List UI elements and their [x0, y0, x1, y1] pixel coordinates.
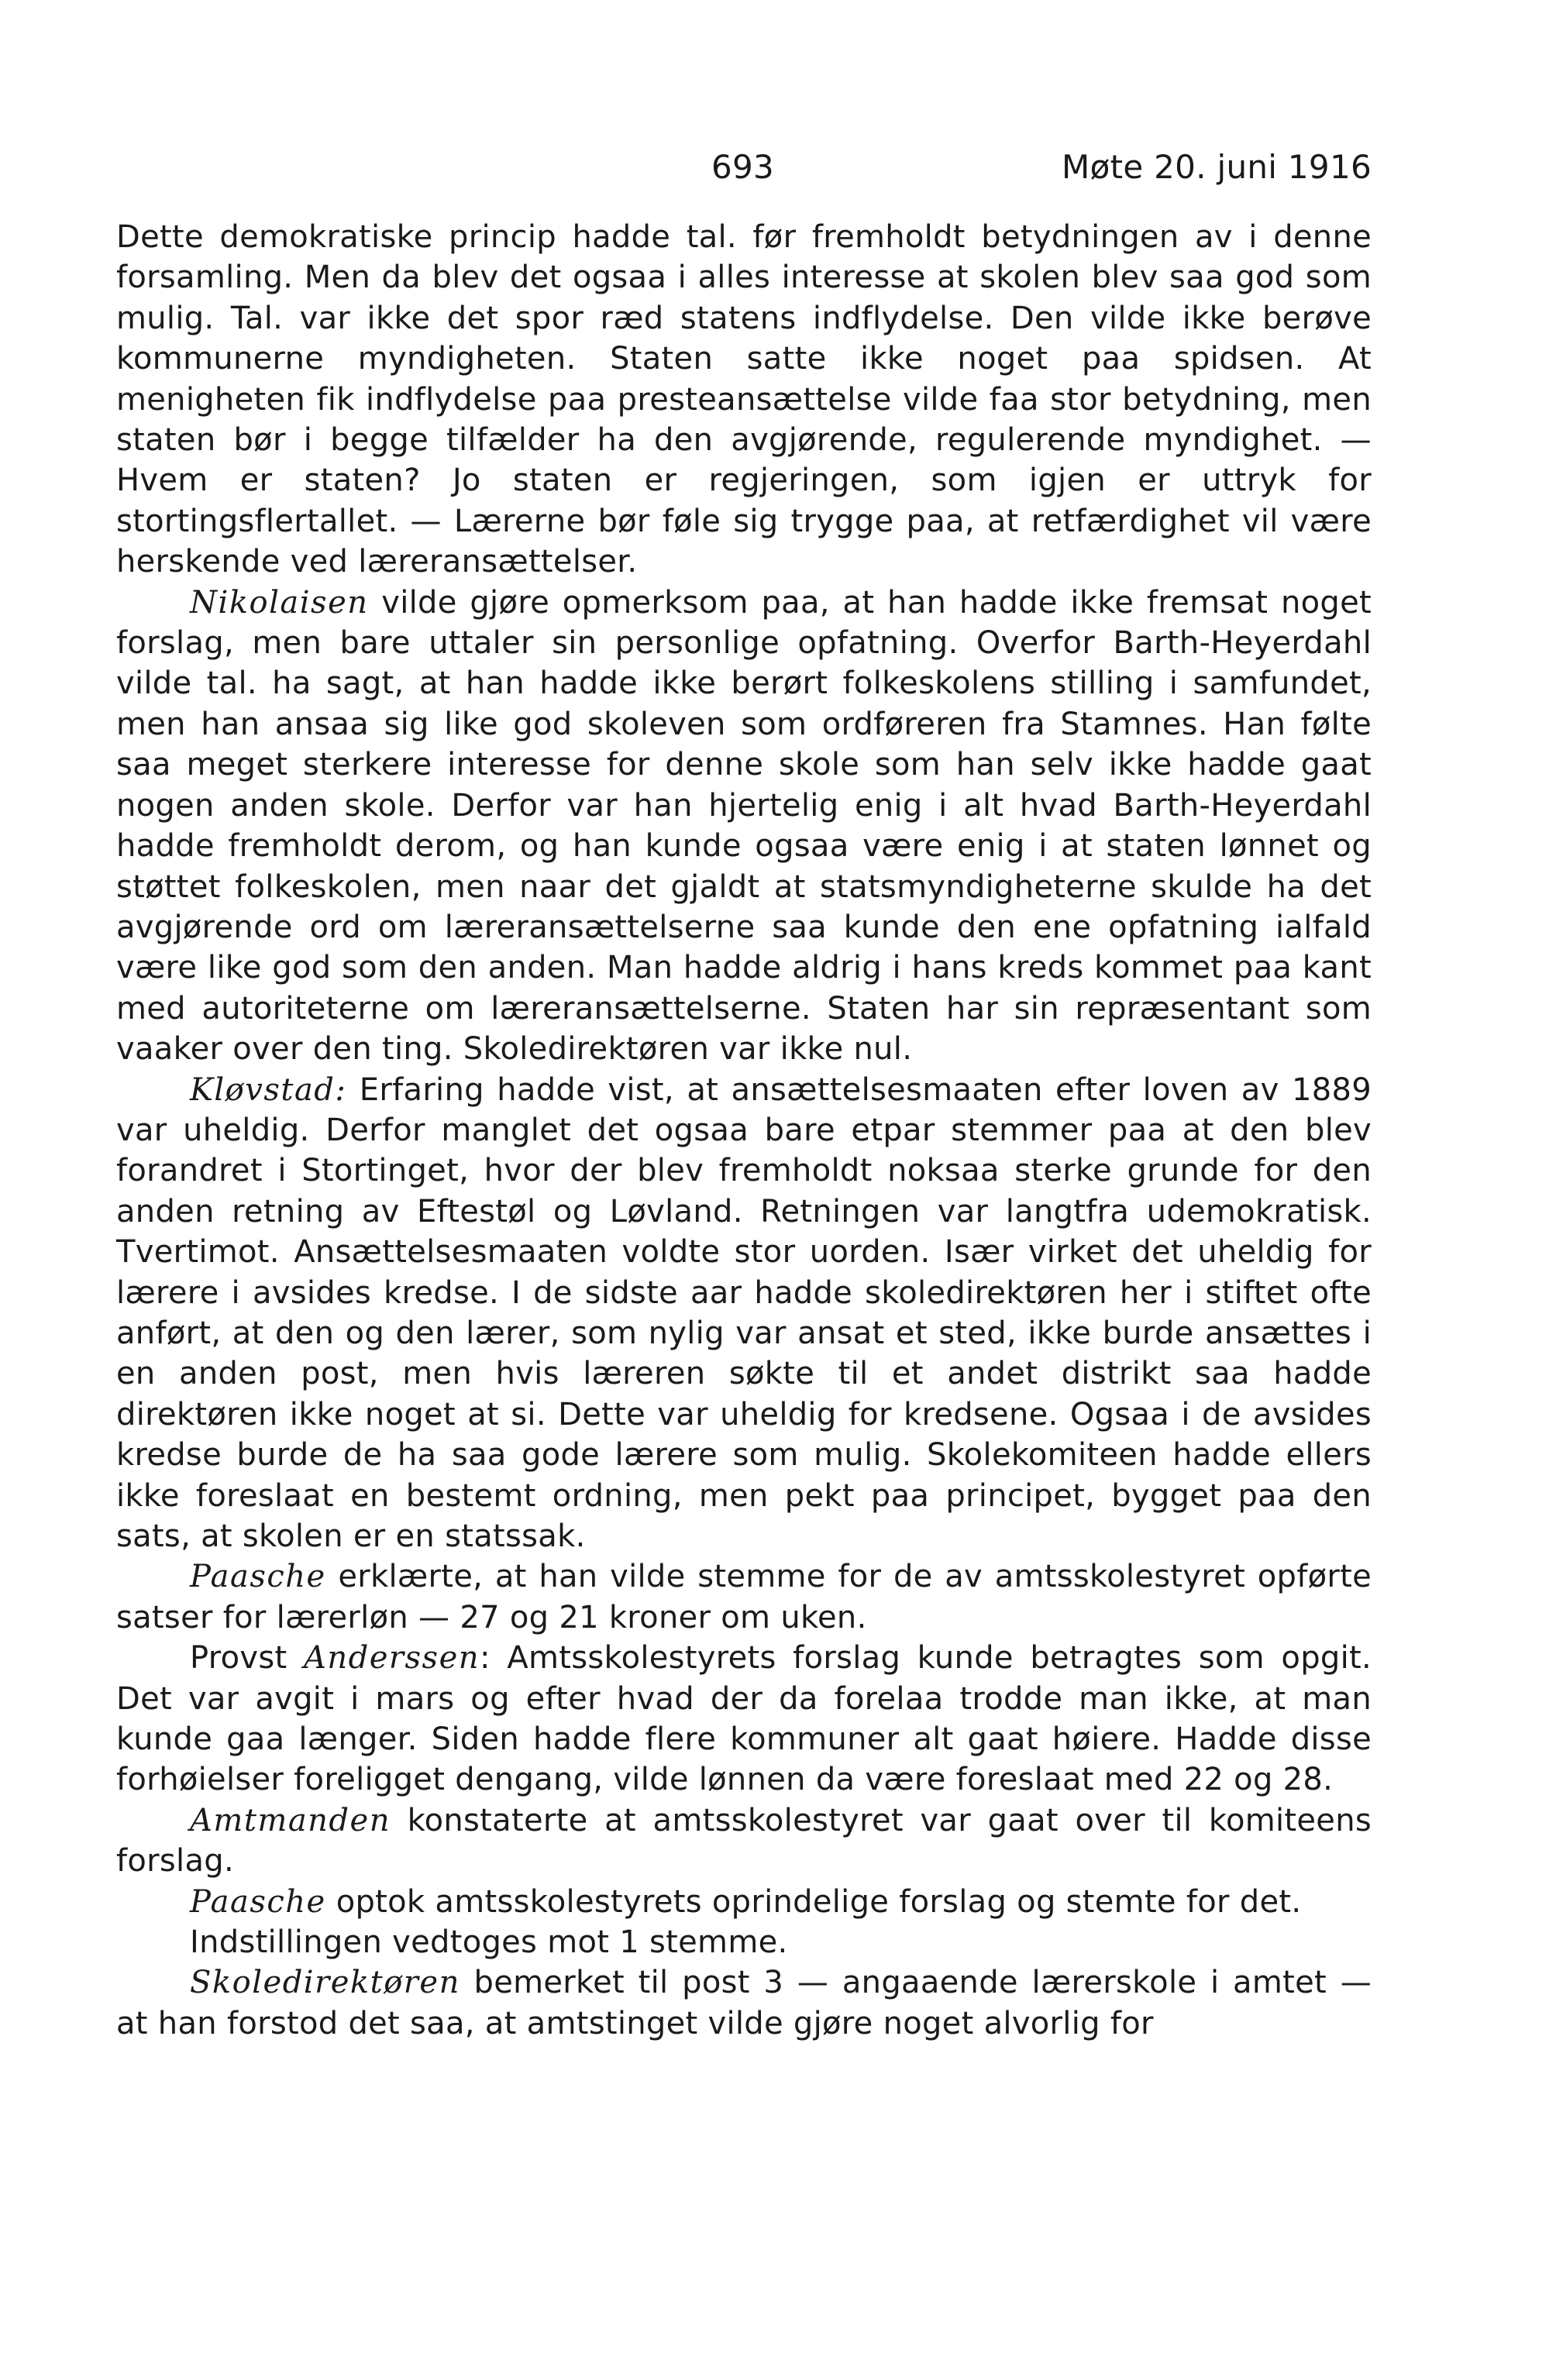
- paragraph: [116, 1962, 1372, 2044]
- paragraph-text: Indstillingen vedtoges mot 1 stemme.: [190, 1924, 788, 1961]
- speaker-title: Provst: [190, 1640, 304, 1677]
- running-head: Møte 20. juni 1916: [1062, 148, 1372, 186]
- paragraph-text: erklærte, at han vilde stemme for de av amtsskolestyret opførte satser for lærerløn — 27 og 21 kroner om uken.: [116, 1559, 1372, 1635]
- speaker-name: Paasche: [190, 1883, 326, 1920]
- page-header: [116, 147, 1372, 194]
- speaker-name: Amtmanden: [190, 1802, 391, 1838]
- paragraph: [116, 1638, 1372, 1800]
- paragraph-text: optok amtsskolestyrets oprindelige forslag og stemte for det.: [325, 1883, 1302, 1920]
- paragraph-text: Dette demokratiske princip hadde tal. før fremholdt betydningen av i denne forsamling. Men da blev det ogsaa i alles interesse at skolen blev saa god som mulig. Tal. var ikke det spor ræd statens indflydelse. Den vilde ikke berøve kommunerne myndigheten. Staten satte ikke noget paa spidsen. At menigheten fik indflydelse paa presteansættelse vilde faa stor betydning, men staten bør i begge tilfælder ha den avgjørende, regulerende myndighet. — Hvem er staten? Jo staten er regjeringen, som igjen er uttryk for stortingsflertallet. — Lærerne bør føle sig trygge paa, at retfærdighet vil være herskende ved læreransættelser.: [116, 219, 1372, 580]
- paragraph-text: Erfaring hadde vist, at ansættelsesmaaten efter loven av 1889 var uheldig. Derfor manglet det ogsaa bare etpar stemmer paa at den blev forandret i Stortinget, hvor der blev fremholdt noksaa sterke grunde for den anden retning av Eftestøl og Løvland. Retningen var langtfra udemokratisk. Tvertimot. Ansættelsesmaaten voldte stor uorden. Især virket det uheldig for lærere i avsides kredse. I de sidste aar hadde skoledirektøren her i stiftet ofte anført, at den og den lærer, som nylig var ansat et sted, ikke burde ansættes i en anden post, men hvis læreren søkte til et andet distrikt saa hadde direktøren ikke noget at si. Dette var uheldig for kredsene. Ogsaa i de avsides kredse burde de ha saa gode lærere som mulig. Skolekomiteen hadde ellers ikke foreslaat en bestemt ordning, men pekt paa principet, bygget paa den sats, at skolen er en statssak.: [116, 1071, 1372, 1554]
- paragraph-text: : Amtsskolestyrets forslag kunde betragtes som opgit. Det var avgit i mars og efter hvad der da forelaa trodde man ikke, at man kunde gaa længer. Siden hadde flere kommuner alt gaat høiere. Hadde disse forhøielser foreligget dengang, vilde lønnen da være foreslaat med 22 og 28.: [116, 1640, 1372, 1798]
- paragraph: [116, 1922, 1372, 1962]
- paragraph: [116, 1800, 1372, 1882]
- speaker-name: Kløvstad:: [190, 1071, 347, 1108]
- speaker-name: Skoledirektøren: [190, 1965, 460, 2001]
- paragraph-text: konstaterte at amtsskolestyret var gaat over til komiteens forslag.: [116, 1802, 1372, 1880]
- paragraph: [116, 217, 1372, 583]
- paragraph-text: vilde gjøre opmerksom paa, at han hadde ikke fremsat noget forslag, men bare uttaler sin personlige opfatning. Overfor Barth-Heyerdahl vilde tal. ha sagt, at han hadde ikke berørt folkeskolens stilling i samfundet, men han ansaa sig like god skoleven som ordføreren fra Stamnes. Han følte saa meget sterkere interesse for denne skole som han selv ikke hadde gaat nogen anden skole. Derfor var han hjertelig enig i alt hvad Barth-Heyerdahl hadde fremholdt derom, og han kunde ogsaa være enig i at staten lønnet og støttet folkeskolen, men naar det gjaldt at statsmyndigheterne skulde ha det avgjørende ord om læreransættelserne saa kunde den ene opfatning ialfald være like god som den anden. Man hadde aldrig i hans kreds kommet paa kant med autoriteterne om læreransættelserne. Staten har sin repræsentant som vaaker over den ting. Skoledirektøren var ikke nul.: [116, 584, 1372, 1068]
- body-text: [116, 217, 1372, 2044]
- speaker-name: Nikolaisen: [190, 584, 369, 621]
- page-number: 693: [711, 148, 775, 186]
- paragraph: [116, 583, 1372, 1070]
- speaker-name: Anderssen: [303, 1640, 480, 1677]
- paragraph: [116, 1070, 1372, 1557]
- paragraph-text: bemerket til post 3 — angaaende lærerskole i amtet — at han forstod det saa, at amtstinget vilde gjøre noget alvorlig for: [116, 1965, 1372, 2041]
- paragraph: [116, 1556, 1372, 1638]
- speaker-name: Paasche: [190, 1559, 326, 1595]
- document-page: [116, 147, 1372, 2316]
- paragraph: [116, 1882, 1372, 1922]
